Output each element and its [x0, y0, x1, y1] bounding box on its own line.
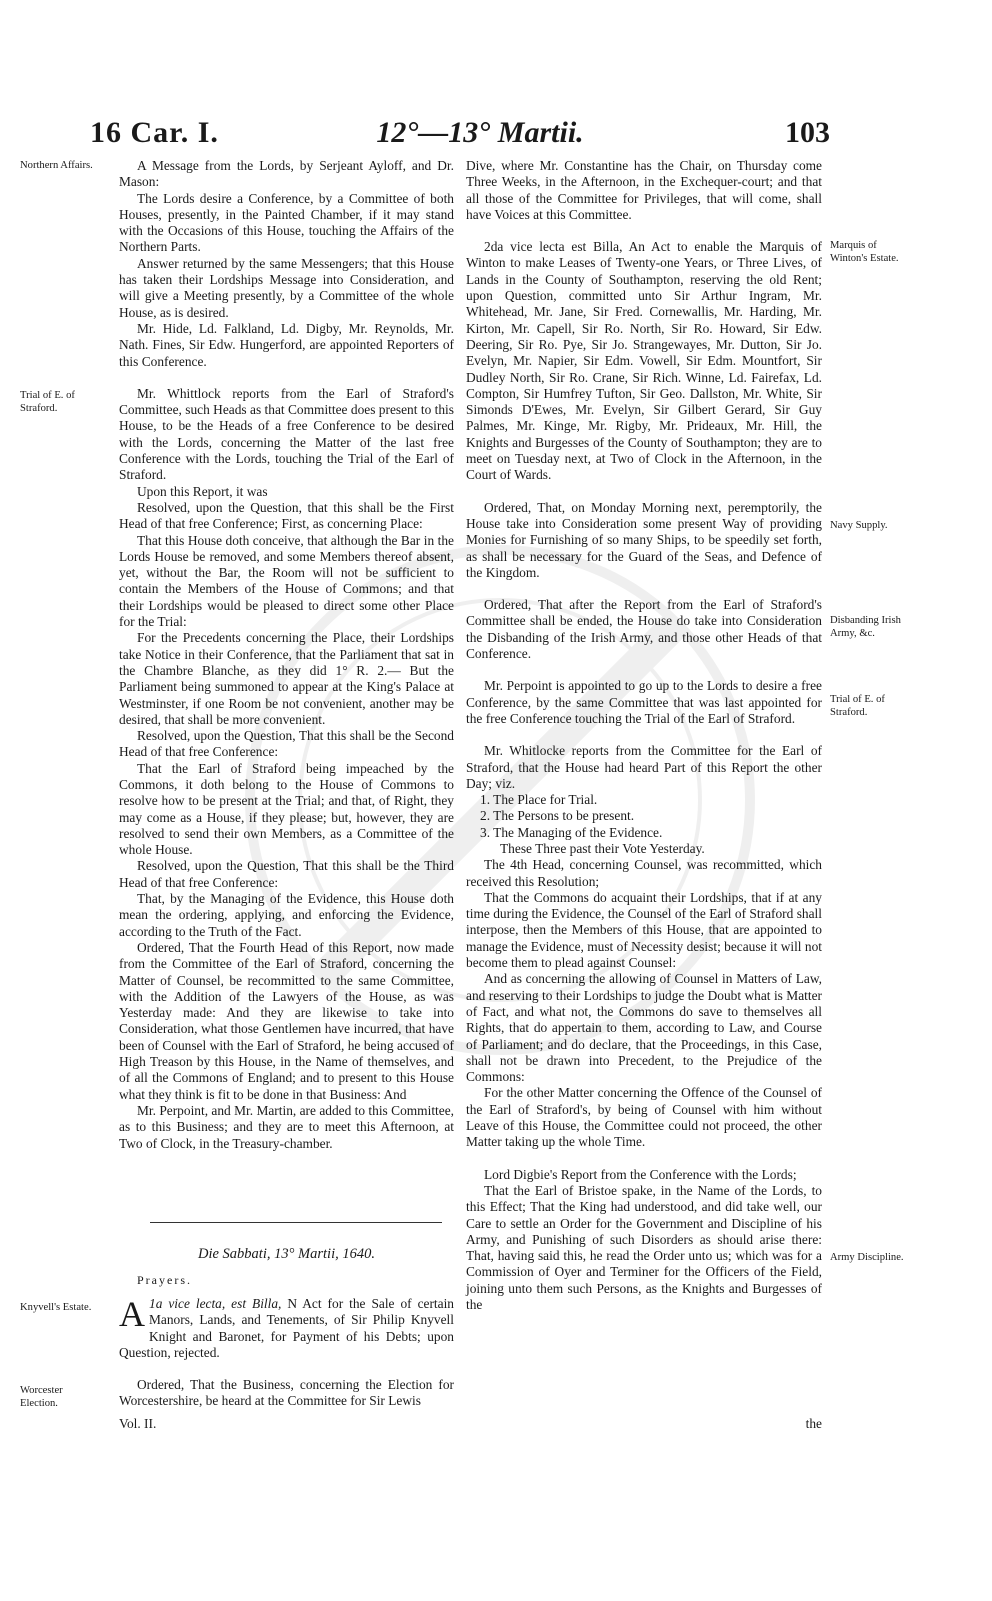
- paragraph: That the Earl of Bristoe spake, in the Name of the Lords, to this Effect; That the King had understood, and did take well, our Care to settle an Order for the Government and Discipline of his Army, and Punishing of such Disorders as should arise there: That, having said this, he read the Order unto us; which was for a Commission of Oyer and Terminer for the Officers of the Field, joining unto them such Persons, as the Knights and Burgesses of the: [466, 1182, 822, 1312]
- paragraph: Mr. Perpoint is appointed to go up to the Lords to desire a free Conference, by the same Committee that was last appointed for the free Conference touching the Trial of the Earl of Straford.: [466, 678, 822, 726]
- day-heading: Die Sabbati, 13° Martii, 1640.: [198, 1246, 375, 1262]
- paragraph: For the Precedents concerning the Place, their Lordships take Notice in their Conference, that the Parliament that sat in the Chambre Blanche, as they did 1° R. 2.— But the Parliament being summoned to appear at the King's Palace at Westminster, if one Room be not convenient, another may be desired, that shall be more convenient.: [119, 630, 454, 727]
- left-column-lower: [119, 1296, 454, 1410]
- paragraph: [119, 1296, 454, 1361]
- margin-note-knyvell-estate: Knyvell's Estate.: [20, 1302, 92, 1313]
- margin-note-disbanding-irish-army: Disbanding Irish Army, &c.: [830, 615, 901, 639]
- paragraph: Lord Digbie's Report from the Conference with the Lords;: [484, 1166, 797, 1182]
- paragraph: Dive, where Mr. Constantine has the Chair, on Thursday come Three Weeks, in the Afternoon, in the Exchequer-court; and that all those of the Committee for Privileges, that will come, shall have Voices at this Committee.: [466, 158, 822, 222]
- right-column: [466, 158, 822, 1313]
- running-head: [90, 116, 830, 160]
- paragraph: Mr. Whittlock reports from the Earl of Straford's Committee, such Heads as that Committee does present to this House, to be the Heads of a free Conference to be desired with the Lords, concerning the Matter of the last free Conference with the Lords, touching the Trial of the Earl of Straford.: [119, 385, 454, 483]
- paragraph: Answer returned by the same Messengers; that this House has taken their Lordships Message into Consideration, and will give a Meeting presently, by a Committee of the whole House, as is desired.: [119, 255, 454, 320]
- paragraph: That, by the Managing of the Evidence, this House doth mean the ordering, applying, and enforcing the Evidence, according to the Truth of the Fact.: [119, 891, 454, 939]
- paragraph: And as concerning the allowing of Counsel in Matters of Law, and reserving to their Lordships to judge the Doubt what is Matter of Fact, and what not, the Commons do save to themselves all Rights, that do appertain to them, according to Law, and Course of Parliament; and do declare, that the Proceedings, in this Case, shall not be drawn into Precedent, to the Prejudice of the Commons:: [466, 971, 822, 1085]
- paragraph: That this House doth conceive, that although the Bar in the Lords House be removed, and some Members thereof absent, yet, without the Bar, the Room will not be sufficient to contain the Members of the House of Commons; and that their Lordships would be pleased to direct some other Place for the Trial:: [119, 532, 454, 630]
- page-number: 103: [785, 116, 830, 149]
- paragraph: Mr. Hide, Ld. Falkland, Ld. Digby, Mr. Reynolds, Mr. Nath. Fines, Sir Edw. Hungerford, are appointed Reporters of this Conference.: [119, 320, 454, 369]
- regnal-year: 16 Car. I.: [90, 116, 219, 149]
- catchword: the: [805, 1416, 822, 1431]
- paragraph: Upon this Report, it was: [137, 483, 268, 499]
- paragraph: 2da vice lecta est Billa, An Act to enable the Marquis of Winton to make Leases of Twenty-one Years, or Three Lives, of Lands in the County of Southampton, reserving the old Rent; upon Question, committed unto Sir Arthur Ingram, Mr. Whitehead, Mr. Jane, Sir Fred. Cornewallis, Mr. Harding, Mr. Kirton, Mr. Capell, Sir Ro. North, Sir Ro. Howard, Sir Edw. Deering, Sir Ro. Pye, Sir Jo. Strangewayes, Mr. Dutton, Sir Jo. Evelyn, Mr. Napier, Sir Edm. Vowell, Sir Edm. Mountfort, Sir Dudley North, Sir Ro. Crane, Sir Rich. Winne, Ld. Fairefax, Ld. Compton, Sir Humfrey Tufton, Sir Geo. Dallston, Mr. White, Sir Simonds D'Ewes, Mr. Evelyn, Sir Gilbert Gerard, Sir Guy Palmes, Mr. Kinge, Mr. Rigby, Mr. Prideaux, Mr. Hill, the Knights and Burgesses of the County of Southampton; they are to meet on Tuesday next, at Two of Clock in the Afternoon, in the Court of Wards.: [466, 239, 822, 483]
- section-divider: [150, 1222, 442, 1223]
- volume-signature: Vol. II.: [119, 1416, 157, 1431]
- paragraph: Mr. Perpoint, and Mr. Martin, are added to this Committee, as to this Business; and they are to meet this Afternoon, at Two of Clock, in the Treasury-chamber.: [119, 1102, 454, 1151]
- list-item: These Three past their Vote Yesterday.: [500, 840, 705, 856]
- paragraph: Ordered, That the Fourth Head of this Report, now made from the Committee of the Earl of Straford, concerning the Matter of Counsel, be recommitted to the same Committee, with the Addition of the Lawyers of the House, as was Yesterday made: And they are likewise to take into Consideration, what those Gentlemen have incurred, that have been of Counsel with the Earl of Straford, he being accused of High Treason by this House, in the Name of themselves, and of all the Commons of England; and to present to this House what they think is fit to be done in that Business: And: [119, 939, 454, 1102]
- margin-note-trial-straford: Trial of E. of Straford.: [20, 390, 75, 414]
- margin-note-worcester-election: Worcester Election.: [20, 1385, 63, 1409]
- paragraph: Ordered, That, on Monday Morning next, peremptorily, the House take into Consideration some present Way of providing Monies for Furnishing of so many Ships, to be speedily set forth, as shall be necessary for the Guard of the Seas, and Defence of the Kingdom.: [466, 499, 822, 580]
- date-heading: 12°—13° Martii.: [376, 116, 584, 149]
- paragraph: Mr. Whitlocke reports from the Committee for the Earl of Straford, that the House had heard Part of this Report the other Day; viz.: [466, 743, 822, 791]
- paragraph: The Lords desire a Conference, by a Committee of both Houses, presently, in the Painted Chamber, if it may stand with the Occasions of this House, touching the Affairs of the Northern Parts.: [119, 190, 454, 255]
- bill-reading-label: 1a vice lecta, est Billa,: [149, 1296, 282, 1311]
- bill-text: N Act for the Sale of certain Manors, Lands, and Tenements, of Sir Philip Knyvell Knight and Baronet, for Payment of his Debts; upon Question, rejected.: [119, 1296, 454, 1360]
- list-item: 1. The Place for Trial.: [480, 792, 598, 808]
- paragraph: For the other Matter concerning the Offence of the Counsel of the Earl of Straford's, by being of Counsel with him without Leave of this House, the Committee could not proceed, the other Matter taking up the whole Time.: [466, 1085, 822, 1150]
- paragraph: Ordered, That the Business, concerning the Election for Worcestershire, be heard at the Committee for Sir Lewis: [119, 1377, 454, 1409]
- paragraph: Ordered, That after the Report from the Earl of Straford's Committee shall be ended, the House do take into Consideration the Disbanding of the Irish Army, and those other Heads of that Conference.: [466, 597, 822, 662]
- paragraph: Resolved, upon the Question, that this shall be the First Head of that free Conference; First, as concerning Place:: [119, 499, 454, 532]
- list-item: 3. The Managing of the Evidence.: [480, 824, 663, 840]
- margin-note-trial-straford-2: Trial of E. of Straford.: [830, 694, 885, 718]
- margin-note-army-discipline: Army Discipline.: [830, 1252, 904, 1263]
- drop-cap: A: [119, 1294, 145, 1334]
- left-column: [119, 158, 454, 1152]
- margin-note-northern-affairs: Northern Affairs.: [20, 160, 93, 171]
- list-item: 2. The Persons to be present.: [480, 808, 635, 824]
- paragraph: Resolved, upon the Question, That this shall be the Second Head of that free Conference:: [119, 728, 454, 760]
- margin-note-winton-estate: Marquis of Winton's Estate.: [830, 240, 899, 264]
- paragraph: A Message from the Lords, by Serjeant Ayloff, and Dr. Mason:: [119, 158, 454, 190]
- paragraph: Resolved, upon the Question, That this shall be the Third Head of that free Conference:: [119, 858, 454, 890]
- paragraph: The 4th Head, concerning Counsel, was recommitted, which received this Resolution;: [466, 857, 822, 889]
- paragraph: That the Commons do acquaint their Lordships, that if at any time during the Evidence, the Counsel of the Earl of Straford shall interpose, then the Members of this House, that are appointed to manage the Evidence, must of Necessity desist; because it will not become them to plead against Counsel:: [466, 889, 822, 971]
- prayers-heading: Prayers.: [137, 1273, 192, 1287]
- paragraph: That the Earl of Straford being impeached by the Commons, it doth belong to the House of Commons to resolve how to be present at the Trial; and that, of Right, they may come as a House, if they please; but, however, they are resolved to send their own Members, as a Committee of the whole House.: [119, 760, 454, 858]
- margin-note-navy-supply: Navy Supply.: [830, 520, 888, 531]
